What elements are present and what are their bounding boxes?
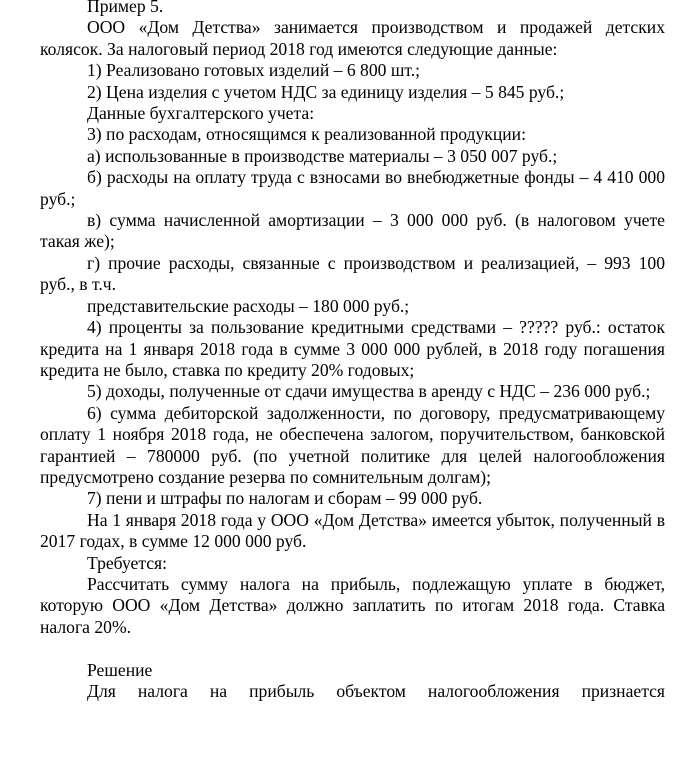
accounting-data-heading: Данные бухгалтерского учета: [87,103,315,124]
intro-paragraph: ООО «Дом Детства» занимается производством и продажей детских колясок. За налоговый период 2018 год имеются следующие данные: [40,17,665,59]
item-1-paragraph: 1) Реализовано готовых изделий – 6 800 шт.; [87,60,421,81]
representative-expenses-paragraph: представительские расходы – 180 000 руб.; [87,295,410,316]
item-3a-paragraph: а) использованные в производстве материалы – 3 050 007 руб.; [87,145,558,166]
required-heading: Требуется: [87,552,168,573]
blank-line [40,638,665,659]
document-page [40,0,665,702]
item-3-paragraph: 3) по расходам, относящимся к реализованной продукции: [87,124,526,145]
item-7-paragraph: 7) пени и штрафы по налогам и сборам – 99 000 руб. [87,488,483,509]
item-3v-paragraph: в) сумма начисленной амортизации – 3 000 000 руб. (в налоговом учете такая же); [40,210,665,252]
item-4-paragraph: 4) проценты за пользование кредитными средствами – ????? руб.: остаток кредита на 1 января 2018 года в сумме 3 000 000 рублей, в 2018 году погашения кредита не было, ставка по кредиту 20% годовых; [40,317,665,380]
example-heading: Пример 5. [87,0,164,16]
item-6-paragraph: 6) сумма дебиторской задолженности, по договору, предусматривающему оплату 1 ноября 2018 года, не обеспечена залогом, поручительством, банковской гарантией – 780000 руб. (по учетной политике для целей налогообложения предусмотрено создание резерва по сомнительным долгам); [40,402,665,487]
item-2-paragraph: 2) Цена изделия с учетом НДС за единицу изделия – 5 845 руб.; [87,81,565,102]
item-3g-paragraph: г) прочие расходы, связанные с производством и реализацией, – 993 100 руб., в т.ч. [40,252,665,295]
task-paragraph: Рассчитать сумму налога на прибыль, подлежащую уплате в бюджет, которую ООО «Дом Детства» должно заплатить по итогам 2018 года. Ставка налога 20%. [40,573,665,637]
loss-paragraph: На 1 января 2018 года у ООО «Дом Детства» имеется убыток, полученный в 2017 годах, в сумме 12 000 000 руб. [40,509,665,552]
item-3b-paragraph: б) расходы на оплату труда с взносами во внебюджетные фонды – 4 410 000 руб.; [40,167,665,209]
solution-paragraph: Для налога на прибыль объектом налогообложения признается [87,680,665,701]
solution-heading: Решение [87,659,153,680]
item-5-paragraph: 5) доходы, полученные от сдачи имущества в аренду с НДС – 236 000 руб.; [87,381,651,402]
